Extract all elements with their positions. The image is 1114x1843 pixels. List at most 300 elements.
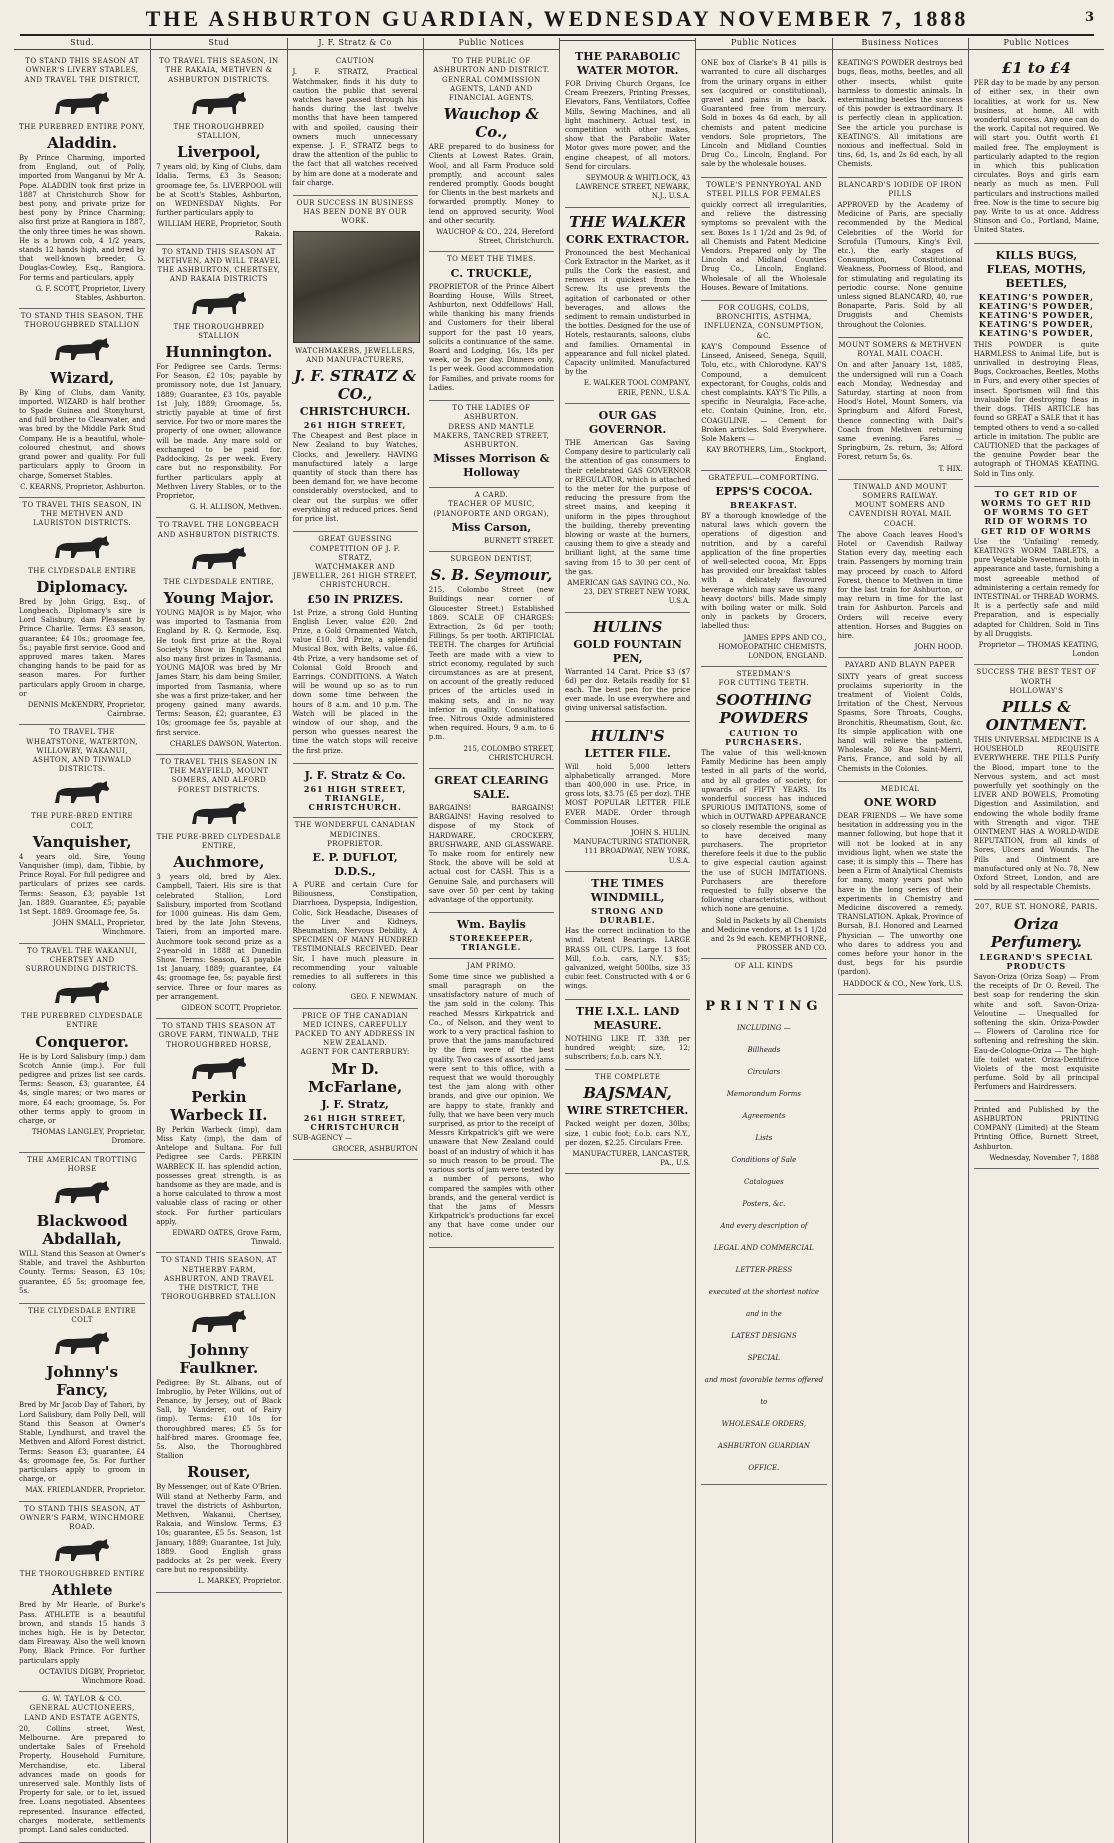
ad-heading: TO THE LADIES OF ASHBURTON. <box>452 404 531 422</box>
advertisement <box>565 208 690 404</box>
advertisement <box>293 54 418 196</box>
printing-list-item: LEGAL AND COMMERCIAL <box>713 1243 814 1252</box>
ad-subheading: THE THOROUGHBRED ENTIRE <box>19 1570 145 1579</box>
ad-display-title: THE WALKER <box>569 212 687 231</box>
advertisement <box>565 1070 690 1174</box>
ad-title: Misses Morrison & Holloway <box>433 452 550 480</box>
advertisement <box>565 45 690 208</box>
printing-list-item: Lists <box>755 1133 773 1142</box>
advertisement <box>701 54 826 177</box>
ad-subheading: THE PURE-BRED ENTIRE COLT, <box>31 812 134 830</box>
advertisement <box>19 944 145 1153</box>
ad-title: EPPS'S COCOA. <box>715 484 813 498</box>
printing-list-item: Agreements <box>742 1111 786 1120</box>
ad-heading: TO TRAVEL THIS SEASON, IN THE METHVEN AND LAURISTON DISTRICTS. <box>22 500 142 528</box>
ad-heading: BLANCARD'S IODIDE OF IRON PILLS <box>838 180 962 198</box>
printing-list-item: Conditions of Sale <box>731 1155 797 1164</box>
ad-title: WIRE STRETCHER. <box>567 1104 689 1118</box>
ad-body: NOTHING LIKE IT. 33ft per hundred weight; size, 12; subscribers; f.o.b. cars N.Y. <box>565 1034 691 1062</box>
ad-heading: THE AMERICAN TROTTING HORSE <box>26 1155 138 1173</box>
ad-heading: JAM PRIMO. <box>467 961 516 970</box>
ad-body: THIS UNIVERSAL MEDICINE IS A HOUSEHOLD REQUISITE EVERYWHERE. THE PILLS Purify the Blood, impart tone to the Nervous system, and act most powerfully yet soothingly on the LIVER AND BOWELS, Promoting Digestion and Assimilation, and endowing the whole bodily frame with Strength and vigor. THE OINTMENT HAS A WORLD-WIDE REPUTATION, from all kinds of Sores, Ulcers and Wounds. The Pills and Ointment are manufactured only at No. 78, New Oxford Street, London, and are sold by all respectable Chemists. <box>973 735 1099 892</box>
ad-heading: TO TRAVEL THE WHEATSTONE, WATERTON, WILLOWBY, WAKANUI, ASHTON, AND TINWALD DISTRICTS. <box>26 728 139 774</box>
ad-subheading: THE PURE-BRED CLYDESDALE ENTIRE, <box>156 832 282 850</box>
ad-signature: L. MARKEY, Proprietor. <box>198 1577 282 1586</box>
newspaper-title: THE ASHBURTON GUARDIAN, WEDNESDAY NOVEMBER 7, 1888 <box>145 6 969 31</box>
ad-body: Packed weight per dozen, 30lbs; size, 1 cubic foot; f.o.b. cars N.Y., per dozen, $2.25. Circulars Free. <box>565 1120 691 1147</box>
ad-body: PER day to be made by any person of either sex, in their own localities, at work for us. New business, at home. All with wonderful success. Any one can do the work. Capital not required. We will start you. Outfit worth £1 mailed free. The employment is particularly adapted to the region in which this publication circulates. Boys and girls earn nearly as much as men. Full particulars and instructions mailed free. Now is the time to secure big pay. Write to us at once. Address Stinson and Co., Portland, Maine, United States. <box>973 79 1099 235</box>
advertisement <box>429 401 554 488</box>
ad-title: J. F. Stratz & Co. <box>304 768 406 782</box>
ad-heading: TO TRAVEL THIS SEASON IN THE MAYFIELD, MOUNT SOMERS, AND ALFORD FOREST DISTRICTS. <box>160 757 278 794</box>
column-1 <box>14 38 150 1843</box>
ad-body: DEAR FRIENDS — We have some hesitation in addressing you in the manner following, but hope that it will not be looked at in any invidious light, when we state the case; it is simply this — There has been a Firm of Analytical Chemists for many, many years past who have in the long series of their experiments in Chemistry and Medicine discovered a remedy. TRANSLATION. Apkak, Province of Bursah, B.I. Honored and Learned Physician — The unworthy one who dares to address you and comes before your honor in the dust, begs for his psurdie (pardon). <box>837 812 963 977</box>
ad-name: Vanquisher, <box>32 832 132 851</box>
ad-heading: G. W. TAYLOR & CO. <box>41 1695 123 1704</box>
ad-caps-line: BREAKFAST. <box>730 499 798 510</box>
advertisement <box>156 54 281 245</box>
ad-body: The Cheapest and Best place in New Zealand to buy Watches, Clocks, and Jewellery. HAVING manufactured lately a large quantity of stock than there has been demand for, we have become considerably overstocked, and to clear out the surplus we offer everything at reduced prices. Send for price list. <box>292 432 418 524</box>
ad-body: ONE box of Clarke's B 41 pills is warranted to cure all discharges from the urinary organs in either sex (acquired or constitutional), gravel and pains in the back. Guaranteed free from mercury. Sold in boxes 4s 6d each, by all chemists and patent medicine vendors. Sole proprietors, The Lincoln and Midland Counties Drug Co., Lincoln, England. For sale by the wholesale houses. <box>701 59 827 169</box>
ad-body: Will hold 5,000 letters alphabetically arranged. More than 400,000 in use. Price, in gross lots, $3.75 (£5 per doz). THE MOST POPULAR LETTER FILE EVER MADE. Order through Commission Houses. <box>565 762 691 826</box>
ad-name: Liverpool, <box>176 143 261 162</box>
ad-signature: AMERICAN GAS SAVING CO., No. 23, DEY STREET NEW YORK, U.S.A. <box>567 578 691 606</box>
ad-subheading: THE THOROUGHBRED STALLION, <box>173 122 265 141</box>
horse-engraving-icon <box>19 532 145 564</box>
ad-subheading: MOUNT SOMERS AND CAVENDISH ROYAL MAIL COACH. <box>848 501 952 528</box>
advertisement <box>19 1502 145 1693</box>
ad-heading: GRATEFUL—COMFORTING. <box>708 473 820 482</box>
ad-signature: 215, COLOMBO STREET, CHRISTCHURCH. <box>463 744 554 762</box>
ad-body: By Perkin Warbeck (imp), dam Miss Katy (imp), the dam of Antelope and Sultana. For full Pedigree see Cards. PERKIN WARBECK II. has splendid action, possesses great strength, is as handsome as they are made, and is a horse calculated to throw a most valuable class of racing or other stock. For further particulars apply, <box>156 1125 282 1226</box>
advertisement <box>429 913 554 958</box>
advertisement <box>974 900 1099 1100</box>
ad-body: Some time since we published a small paragraph on the unsatisfactory nature of much of the jam sold in the colony. This reached Messrs Kirkpatrick and Co., of Nelson, and they went to work to a very practical fashion to prove that the jams manufactured by the firm were of the best quality. Two cases of assorted jams were sent to this office, with a request that we would thoroughly test the jam along with other brands, and give our opinion. We are happy to state, frankly and fully, that we have been very much surprised, as prior to the receipt of Messrs Kirkpatrick's gift we were unaware that New Zealand could boast of an industry of which it has so much reason to be proud. The various sorts of jam were tested by a number of persons, who compared the samples with other brands, and the general verdict is that the jams of Messrs Kirkpatrick's productions far excel any that have come under our notice. <box>428 972 554 1239</box>
ad-subheading: DRESS AND MANTLE MAKERS, TANCRED STREET, ASHBURTON. <box>433 422 550 449</box>
ad-name: Johnny's Fancy, <box>46 1363 118 1400</box>
printing-list-item: WHOLESALE ORDERS, <box>721 1419 807 1428</box>
ad-caps-line: CAUTION TO PURCHASERS. <box>725 727 803 747</box>
ad-signature: GIDEON SCOTT, Proprietor. <box>181 1004 282 1013</box>
ad-heading: FOR COUGHS, COLDS, BRONCHITIS, ASTHMA, INFLUENZA, CONSUMPTION, &C. <box>704 304 824 340</box>
horse-engraving-icon <box>19 1177 145 1209</box>
ad-heading: TO STAND THIS SEASON, AT OWNER'S FARM, WINCHMORE ROAD. <box>19 1504 145 1531</box>
advertisement <box>429 54 554 252</box>
ad-signature: KAY BROTHERS, Lim., Stockport, England. <box>706 446 827 464</box>
ad-signature: CHARLES DAWSON, Waterton. <box>169 739 282 748</box>
advertisement <box>974 665 1099 900</box>
ad-signature: E. WALKER TOOL COMPANY, ERIE, PENN., U.S.A. <box>583 379 691 397</box>
ad-name: Perkin Warbeck II. <box>170 1087 268 1124</box>
ad-name: Young Major. <box>163 588 275 607</box>
advertisement <box>19 1692 145 1843</box>
ad-heading: SUCCESS THE BEST TEST OF WORTH <box>976 668 1097 686</box>
printing-list-item: and most favorable terms offered to <box>704 1375 824 1406</box>
ad-heading: MOUNT SOMERS & METHVEN ROYAL MAIL COACH. <box>838 340 962 359</box>
advertisement <box>838 338 963 480</box>
advertisement <box>429 552 554 769</box>
ad-subheading: TEACHER OF MUSIC, (PIANOFORTE AND ORGAN), <box>433 500 550 518</box>
horse-engraving-icon <box>156 1053 281 1085</box>
ad-body: SUB-AGENCY — <box>292 1134 352 1143</box>
ad-body: quickly correct all irregularities, and relieve the distressing symptoms so prevalent with the sex. Boxes 1s 1 1/2d and 2s 9d, of all Chemists and Patent Medicine Vendors. Prepared only by The Lincoln and Midland Counties Drug Co., Lincoln, England. Wholesale of all the Wholesale Houses. Beware of Imitations. <box>701 201 827 292</box>
ad-display-title: £1 to £4 <box>1001 59 1071 78</box>
ad-body: ARE prepared to do business for Clients at Lowest Rates. Grain, Wool, and all Farm Produce sold promptly, and account sales rendered promptly. Goods bought for Clients in the best markets and forwarded promptly. Money to lend on approved security. Wool and other security. <box>428 143 554 225</box>
ad-body: KEATING'S POWDER destroys bed bugs, fleas, moths, beetles, and all other insects, whilst quite harmless to domestic animals. In exterminating beetles the success of this powder is extraordinary. It is perfectly clean in application. See the article you purchase is KEATING'S. All imitations are noxious and ineffectual. Sold in tins, 6d, 1s, and 2s 6d each, by all Chemists. <box>837 59 963 169</box>
ad-title: THE TIMES WINDMILL, <box>590 876 665 904</box>
ad-display-title: PILLS & OINTMENT. <box>985 697 1087 734</box>
ad-body: BARGAINS! BARGAINS! BARGAINS! Having resolved to dispose of my Stock of HARDWARE, CROCKERY, BRUSHWARE, AND GLASSWARE. To make room for entirely new Stock, the above will be sold at actual cost for CASH. This is a Genuine Sale, and purchasers will save over 50 per cent by taking advantage of the opportunity. <box>428 803 554 905</box>
column-heading <box>560 38 695 41</box>
printing-list-item: LATEST DESIGNS <box>731 1331 797 1340</box>
ad-display-title: SOOTHING POWDERS <box>715 690 812 727</box>
ad-subheading: AGENT FOR CANTERBURY: <box>300 1048 410 1057</box>
ad-caps-line: 261 HIGH STREET, TRIANGLE, CHRISTCHURCH. <box>303 783 407 813</box>
ad-body: BY a thorough knowledge of the natural laws which govern the operations of digestion and nutrition, and by a careful application of the fine properties of well-selected cocoa, Mr. Epps has provided our breakfast tables with a delicately flavoured beverage which may save us many heavy doctors' bills. Made simply with boiling water or milk. Sold only in packets by Grocers, labelled thus: <box>701 511 827 631</box>
ad-caps-line: 261 HIGH STREET, CHRISTCHURCH <box>303 1112 407 1132</box>
horse-engraving-icon <box>156 288 281 320</box>
ad-title: OUR GAS GOVERNOR. <box>588 408 667 436</box>
advertisement <box>19 498 145 725</box>
ad-body: The above Coach leaves Hood's Hotel or Cavendish Railway Station every day, meeting each train. Passengers by morning train may proceed by coach to Alford Forest, thence to Methven in time for the last train for Ashburton, or may return in time for the last train for Ashburton. Parcels and Orders will receive every attention. Horses and Buggies on hire. <box>837 530 963 640</box>
advertisement <box>974 1101 1099 1169</box>
ad-signature: THOMAS LANGLEY, Proprietor, Dromore. <box>31 1128 146 1146</box>
ad-name-secondary: Rouser, <box>187 1463 251 1482</box>
column-6 <box>695 38 831 1843</box>
printing-list-item: Circulars <box>747 1067 781 1076</box>
printing-list-item: Billheads <box>747 1045 781 1054</box>
column-7 <box>832 38 968 1843</box>
advertisement <box>156 755 281 1019</box>
printing-list-item: ASHBURTON GUARDIAN <box>717 1441 810 1450</box>
ad-title: E. P. DUFLOT, D.D.S., <box>312 850 398 878</box>
horse-engraving-icon <box>19 777 145 809</box>
ad-body: Bred by Mr Hearle, of Burke's Pass. ATHLETE is a beautiful brown, and stands 15 hands 3 inches high. He is by Detector, dam Fireaway. Also the well known Pony, Black Prince. For further particulars apply <box>19 1601 146 1665</box>
advertisement <box>293 532 418 763</box>
ad-body: For Pedigree see Cards. Terms: For Season, £2 10s; payable by promissory note, due 1st January, 1889; Guarantee, £3 10s, payable 1st July, 1889; Groomage, 5s, strictly payable at time of first service. For two or more mares the property of one owner, allowance will be made. Any mare sold or exchanged to be paid for. Paddocking, 2s per week. Every care but no responsibility. For further particulars apply at Methven Livery Stables, or to the Proprietor, <box>156 363 282 500</box>
printing-list-item: Memorandum Forms <box>726 1089 802 1098</box>
ad-body: Bred by John Grigg, Esq., of Longbeach. Diplomacy's sire is Lord Salisbury, dam Pleasant by Prince Charlie. Terms: £3 season, guarantee; £4 10s.; groomage fee, 5s.; payable first service. Good and approved mares taken. Mares changing hands to be paid for as season mares. For further particulars apply Groom in charge, or <box>19 597 146 698</box>
ad-body: 3 years old, bred by Alex. Campbell, Taieri. His sire is that celebrated Stallion, Lord Salisbury, imported from Scotland for 1000 guineas. His dam Gem, bred by the late John Stevens, Taieri, from an imported mare. Auchmore took second prize as a 2-year-old in 1888 at Dunedin Show. Terms: Season, £3 payable 1st January, 1889; guarantee, £4 4s; groomage fee, 5s; payable first service. Three or four mares as per arrangement. <box>156 873 282 1001</box>
ad-subheading: WATCHMAKER AND JEWELLER, 261 HIGH STREET, CHRISTCHURCH. <box>293 562 418 590</box>
ad-display-title: Wauchop & Co., <box>443 105 540 142</box>
ad-body: Has the correct inclination to the wind. Patent Bearings. LARGE BRASS OIL CUPS. Large 13 foot Mill, f.o.b. cars, N.Y. $35; galvanized, weight 500lbs, size 33 cubic feet. Constructed with 4 or 6 wings. <box>565 927 691 991</box>
ad-name: Aladdin. <box>47 134 118 153</box>
ad-name: Athlete <box>51 1581 113 1600</box>
ad-title: KILLS BUGS, FLEAS, MOTHS, BEETLES, <box>986 248 1087 290</box>
ad-title: Miss Carson, <box>451 520 532 534</box>
ad-name: Wizard, <box>50 368 115 387</box>
ad-title: GREAT CLEARING SALE. <box>434 773 549 801</box>
advertisement <box>156 1019 281 1253</box>
ad-heading: OUR SUCCESS IN BUSINESS HAS BEEN DONE BY OUR WORK. <box>296 199 414 226</box>
newspaper-columns <box>14 38 1104 1834</box>
ad-body: He is by Lord Salisbury (imp.) dam Scotch Annie (imp.). For full pedigree and prizes list see cards. Terms: Season, £3; guarantee, £4 4s, single mares; or two mares or more, £4 each; groomage, 5s. For other terms apply to groom in charge, or <box>19 1052 146 1126</box>
advertisement <box>838 658 963 781</box>
ad-caps-line: 261 HIGH STREET, <box>303 420 407 431</box>
column-heading: Stud <box>151 38 286 50</box>
ad-caps-line: LEGRAND'S SPECIAL PRODUCTS <box>979 951 1094 971</box>
ad-signature: DENNIS McKENDRY, Proprietor, Cairnbrae. <box>27 700 146 719</box>
ad-title: GOLD FOUNTAIN PEN, <box>573 637 682 665</box>
ad-signature: OCTAVIUS DIGBY, Proprietor, Winchmore Road. <box>38 1667 146 1685</box>
ad-heading: STEEDMAN'S <box>736 670 792 679</box>
ad-signature: WAUCHOP & CO., 224, Hereford Street, Christchurch. <box>436 228 554 246</box>
masthead <box>20 6 1094 36</box>
ad-body: SIXTY years of great success proclaims superiority in the treatment of Violent Colds, Irritation of the Chest, Nervous Spasms, Sore Throats, Coughs, Bronchitis, Rheumatism, Gout, &c. Its simple application with one hand will relieve the patient. Wholesale, 30 Rue Saint-Merri, Paris, France, and sold by all Chemists in the Colonies. <box>837 672 963 773</box>
ad-subheading: PROPRIETOR. <box>327 839 384 848</box>
ad-signature: EDWARD OATES, Grove Farm, Tinwald. <box>172 1229 282 1247</box>
advertisement <box>19 54 145 309</box>
printing-list-item: Posters, &c. <box>742 1199 786 1208</box>
ad-name: Conqueror. <box>35 1032 129 1051</box>
ad-signature: GROCER, ASHBURTON <box>332 1145 418 1154</box>
ad-body-secondary: By Messenger, out of Kate O'Brien. Will stand at Netherby Farm, and travel the districts of Ashburton, Methven, Wakanui, Chertsey, Rakaia, and Winslow. Terms, £3 10s; guarantee, £5 5s. Season, 1st January, 1889; Guarantee, 1st July, 1889. Good English grass paddocks at 2s per week. Every care but no responsibility. <box>156 1483 282 1575</box>
ad-name: Diplomacy. <box>36 577 129 596</box>
ad-title: CORK EXTRACTOR. <box>566 232 690 246</box>
advertisement <box>19 725 145 943</box>
ad-heading: THE WONDERFUL CANADIAN MEDICINES. <box>294 821 416 839</box>
horse-engraving-icon <box>19 88 145 120</box>
advertisement <box>429 252 554 401</box>
ad-heading: TO TRAVEL THIS SEASON, IN THE RAKAIA, METHVEN & ASHBURTON DISTRICTS. <box>159 57 279 84</box>
ad-signature: JAMES EPPS AND CO., HOMOEOPATHIC CHEMISTS, LONDON, ENGLAND. <box>718 633 827 660</box>
advertisement <box>701 959 826 1484</box>
ad-body: Use the 'Unfailing' remedy, KEATING'S WORM TABLETS, a pure Vegetable Sweetmeat, both in appearance and taste, furnishing a most agreeable method of administering a certain remedy for INTESTINAL or THREAD WORMS. It is a perfectly safe and mild Preparation, and is especially adapted for Children. Sold in Tins by all Druggists. <box>973 537 1099 638</box>
column-2 <box>150 38 286 1843</box>
page-number: 3 <box>1084 10 1094 25</box>
ad-signature: T. HIX. <box>938 464 963 473</box>
ad-name: Mr D. McFarlane, <box>307 1059 403 1096</box>
horse-engraving-icon <box>156 88 281 120</box>
printing-list-item: Catalogues <box>744 1177 784 1186</box>
advertisement <box>974 487 1099 666</box>
ad-title: ONE WORD <box>863 796 937 810</box>
ad-body: By Prince Charming, imported from England, out of Polly, imported from Wanganui by Mr A. Pope. ALADDIN took first prize in 1887 at Christchurch Show for best pony, and private prize for best pony by Prince Charming; also first prize at Rangiora in 1887, the only three times he was shown. He is a brown cob, 4 1/2 years, stands 12 hands high, and bred by that well-known breeder, G. Douglas-Cowley, Esq., Rangiora. For terms and particulars, apply <box>19 154 146 282</box>
ad-heading: PAYARD AND BLAYN PAPER <box>844 661 956 670</box>
printing-list-item: And every description of <box>720 1221 808 1230</box>
advertisement <box>974 54 1099 243</box>
ad-title: £50 IN PRIZES. <box>307 592 404 606</box>
column-heading: Public Notices <box>424 38 559 50</box>
column-8 <box>968 38 1104 1843</box>
advertisement <box>293 764 418 819</box>
ad-signature: JOHN HOOD. <box>914 643 963 652</box>
ad-title: THE PARABOLIC WATER MOTOR. <box>575 50 681 77</box>
printing-list-item: OFFICE. <box>748 1463 780 1472</box>
ad-heading: TO STAND THIS SEASON AT METHVEN, AND WILL TRAVEL THE ASHBURTON, CHERTSEY, AND RAKAIA DISTRICTS <box>157 247 281 284</box>
advertisement <box>156 518 281 755</box>
advertisement <box>838 782 963 995</box>
advertisement <box>838 54 963 177</box>
horse-engraving-icon <box>19 1535 145 1567</box>
ad-subheading: GENERAL AUCTIONEERS, LAND AND ESTATE AGENTS, <box>24 1704 141 1722</box>
horse-engraving-icon <box>156 543 281 575</box>
advertisement <box>701 301 826 470</box>
ad-subheading: 207, RUE ST. HONORÉ, PARIS. <box>975 903 1098 912</box>
ad-heading: TO THE PUBLIC OF ASHBURTON AND DISTRICT. <box>433 57 550 75</box>
ad-heading: GREAT GUESSING COMPETITION OF J. F. STRATZ, <box>309 535 401 562</box>
ad-heading: TINWALD AND MOUNT SOMERS RAILWAY. <box>853 482 947 500</box>
ad-signature: JOHN S. HULIN, MANUFACTURING STATIONER, 111 BROADWAY, NEW YORK, U.S.A. <box>573 828 691 865</box>
column-heading: Public Notices <box>969 38 1104 50</box>
ad-body: Warranted 14 Carat. Price $3 ($7 6d) per doz. Retails readily for $1 each. The best pen for the price ever made. In use everywhere and giving universal satisfaction. <box>565 667 691 713</box>
column-heading: Public Notices <box>696 38 831 50</box>
advertisement <box>565 404 690 613</box>
ad-heading: TO STAND THIS SEASON, AT NETHERBY FARM, ASHBURTON, AND TRAVEL THE DISTRICT, THE THOROUGHBRED STALLION <box>160 1256 277 1302</box>
ad-subheading: THE CLYDESDALE ENTIRE, <box>163 577 275 586</box>
advertisement <box>701 178 826 301</box>
ad-display-title: J. F. STRATZ & CO., <box>294 367 417 404</box>
horse-engraving-icon <box>156 798 281 830</box>
ad-name: Blackwood Abdallah, <box>36 1212 128 1249</box>
ad-subheading: OF ALL KINDS <box>734 962 794 971</box>
ad-signature: Wednesday, November 7, 1888 <box>989 1153 1099 1162</box>
ad-subheading: THE PUREBRED ENTIRE PONY, <box>19 122 146 131</box>
advertisement <box>293 818 418 1008</box>
horse-engraving-icon <box>19 1328 145 1360</box>
ad-body: KAY'S Compound Essence of Linseed, Aniseed, Senega, Squill, Tolu, etc., with Chlorodyne. KAY'S Compound, a demulcent expectorant, for Coughs, colds and chest complaints. KAY'S Tic Pills, a specific in Neuralgia, Face-ache, etc. Contain Quinine, Iron, etc. COAGULINE. — Cement for Broken articles. Sold Everywhere. Sole Makers — <box>701 342 827 443</box>
ad-name: Hunnington. <box>165 343 273 362</box>
ad-heading: THE COMPLETE <box>594 1073 661 1082</box>
ad-signature: BURNETT STREET. <box>483 536 554 545</box>
ad-display-title: HULINS <box>592 617 663 636</box>
printing-list-item: SPECIAL <box>747 1353 781 1362</box>
advertisement <box>19 1153 145 1304</box>
ad-subheading: THE THOROUGHBRED STALLION <box>173 322 265 340</box>
advertisement <box>565 872 690 1000</box>
column-3 <box>287 38 423 1843</box>
ad-body: 4 years old. Sire, Young Vanquisher (imp), dam, Tibbie, by Prince Royal. For full pedigree and particulars of prizes see cards. Terms: Season, £3; payable 1st Jan. 1889. Guarantee, £5; payable 1st Sept. 1889. Groomage fee, 5s. <box>19 852 146 916</box>
ad-body: PROPRIETOR of the Prince Albert Boarding House, Wills Street, Ashburton, next Oddfellows' Hall, while thanking his many friends and Customers for their liberal support for the past 10 years, solicits a continuance of the same. Board and Lodging, 16s, 18s per week, or 3s per day. Dinners only, 1s per week. Good accommodation for Families, and private rooms for Ladies. <box>428 282 554 392</box>
ad-signature: JOHN SMALL, Proprietor, Winchmore. <box>53 919 146 937</box>
advertisement <box>565 1000 690 1071</box>
ad-heading: THE CLYDESDALE ENTIRE COLT <box>28 1307 137 1325</box>
ad-subheading: HOLLOWAY'S <box>1009 686 1064 695</box>
ad-body: YOUNG MAJOR is by Major, who was imported to Tasmania from England by R. Q. Kermode, Esq. He took first prize at the Royal Society's Show in England, and also many first prizes in Tasmania. YOUNG MAJOR was bred by Mr James Starr, his dam being Smiler, imported from Tasmania, where she was a first prize-taker, and her progeny gained many awards. Terms: Season, £2; guarantee, £3 10s; groomage fee 5s, payable at first service. <box>156 608 282 737</box>
advertisement <box>565 613 690 722</box>
horse-engraving-icon <box>19 334 145 366</box>
ad-body: THE American Gas Saving Company desire to particularly call the attention of gas consumers to their celebrated GAS GOVERNOR or REGULATOR, which is attached to the meter for the purpose of reducing the pressure from the street mains, and keeping it uniform in the pipes throughout the building, thereby preventing blowing or waste at the burners, causing them to give a steady and brilliant light, at the same time saving from 15 to 30 per cent of the gas. <box>565 438 691 576</box>
ad-heading: CAUTION <box>335 57 375 66</box>
ad-heading: TOWLE'S PENNYROYAL AND STEEL PILLS FOR FEMALES <box>706 180 822 198</box>
ad-caps-line: STRONG AND DURABLE. <box>591 905 664 925</box>
ad-heading: TO MEET THE TIMES. <box>447 255 536 264</box>
ad-signature: MANUFACTURER, LANCASTER, PA., U.S. <box>572 1150 691 1168</box>
advertisement <box>429 769 554 913</box>
ad-signature: G. F. SCOTT, Proprietor, Livery Stables, Ashburton. <box>35 284 146 303</box>
advertisement <box>701 667 826 959</box>
ad-name: Johnny Faulkner. <box>179 1340 259 1377</box>
ad-caps-line: TO GET RID OF WORMS TO GET RID OF WORMS TO GET RID OF WORMS TO GET RID OF WORMS <box>981 488 1092 536</box>
ad-body: Pedigree: By St. Albans, out of Imbroglio, by Peter Wilkins, out of Penance, by Jersey, out of Black Sall, by Vanderer, out of Fairy (imp). Terms: £10 10s for thoroughbred mares; £5 5s for half-bred mares. Groomage fee, 5s. Also, the Thoroughbred Stallion <box>156 1378 282 1461</box>
ad-display-title: BAJSMAN, <box>583 1084 672 1103</box>
column-heading: Stud. <box>14 38 150 50</box>
ad-signature: HADDOCK & CO., New York, U.S. <box>842 979 963 988</box>
ad-subheading: THE CLYDESDALE ENTIRE <box>28 566 137 575</box>
ad-caps-line: STOREKEEPER, TRIANGLE. <box>449 933 534 953</box>
column-5 <box>559 38 695 1843</box>
ad-title: Wm. Baylis <box>456 918 526 932</box>
column-heading: J. F. Stratz & Co <box>288 38 423 50</box>
ad-signature: SEYMOUR & WHITLOCK, 43 LAWRENCE STREET, NEWARK, N.J., U.S.A. <box>575 174 691 201</box>
ad-body: Savon-Oriza (Oriza Soap) — From the receipts of Dr O. Reveil. The best soap for rendering the skin white and soft. Savon-Oriza-Veloutine — Unequalled for softening the skin. Oriza-Powder — Flowers of Carolina rice for softening and refreshing the skin. Eau-de-Cologne-Oriza — The high-life toilet water. Oriza-Dentifrice Violets of the most exquisite perfume. Sold by all principal Perfumers and Hairdressers. <box>973 973 1099 1092</box>
advertisement <box>293 1009 418 1161</box>
printing-list-item: executed at the shortest notice and in the <box>708 1287 820 1318</box>
ad-body: WILL Stand this Season at Owner's Stable, and travel the Ashburton County. Terms: Season, £3 10s; guarantee, £5 5s; groomage fee, 5s. <box>19 1250 146 1295</box>
ad-subheading: WATCHMAKERS, JEWELLERS, AND MANUFACTURERS, <box>294 346 416 364</box>
ad-body: Bred by Mr Jacob Day of Tahori, by Lord Salisbury, dam Polly Dell, will Stand this Season at Owner's Stable, Lyndhurst, and travel the Methven and Alford Forest district. Terms: Season £3; guarantee, £4 4s; groomage fee, 5s. For further particulars apply to groom in charge, or <box>19 1401 146 1484</box>
ad-heading: TO TRAVEL THE LONGBEACH AND ASHBURTON DISTRICTS. <box>157 521 280 539</box>
advertisement <box>429 959 554 1248</box>
ad-body: On and after January 1st, 1885, the undersigned will run a Coach each Monday, Wednesday and Saturday, starting at noon from Hood's Hotel, Mount Somers, via Springburn and Alford Forest, thence connecting with Dalf's Coach from Methven returning same evening. Fares — Springburn, 2s. return, 3s; Alford Forest, return 5s, 6s. <box>837 361 963 462</box>
advertisement <box>19 1304 145 1501</box>
ad-heading: PRICE OF THE CANADIAN MED ICINES, CAREFULLY PACKED TO ANY ADDRESS IN NEW ZEALAND. <box>295 1011 416 1048</box>
advertisement <box>701 471 826 668</box>
ad-subheading: FOR CUTTING TEETH. <box>718 679 810 688</box>
ad-body: The value of this well-known Family Medicine has been amply tested in all parts of the world, and by all grades of society, for upwards of FIFTY YEARS. Its wonderful success has induced SPURIOUS IMITATIONS, some of which in OUTWARD APPEARANCE so closely resemble the original as to have deceived many purchasers. The proprietor therefore feels it due to the public to give especial caution against the use of SUCH IMITATIONS. Purchasers are therefore requested to fully observe the following characteristics, without which none are genuine. <box>701 749 827 914</box>
ad-title: C. TRUCKLE, <box>450 266 533 280</box>
ad-body: By King of Clubs, dam Vanity, imported. WIZARD is half brother to Spade Guinea and Stonyhurst, and full brother to Clearwater, and was bred by the Middle Park Stud Company. He is a beautiful, whole-coloured chestnut, and shows grand power and quality. For full particulars apply to Groom in charge, Somerset Stables. <box>19 388 146 480</box>
ad-display-title: S. B. Seymour, <box>430 566 553 585</box>
ad-signature: Proprietor — THOMAS KEATING, London <box>978 640 1099 659</box>
ad-heading: TO STAND THIS SEASON AT OWNER'S LIVERY STABLES, AND TRAVEL THE DISTRICT, <box>24 57 140 84</box>
advertisement <box>156 1253 281 1592</box>
advertisement <box>156 245 281 518</box>
ad-body: Pronounced the best Mechanical Cork Extractor in the Market, as it pulls the Cork the easiest, and removes it quickest from the Screw. Its use prevents the agitation of carbonated or other beverages, and allows the sediment to remain undisturbed in the bottles. Designed for the use of Hotels, restaurants, saloons, clubs and families. Ornamental in appearance and full nickel plated. Capacity unlimited. Manufactured by the <box>565 248 691 377</box>
ad-title: LETTER FILE. <box>584 746 671 760</box>
advertisement <box>19 309 145 498</box>
ad-body: 1st Prize, a strong Gold Hunting English Lever, value £20. 2nd Prize, a Gold Ornamented Watch, value £10. 3rd Prize, a splendid Musical Box, with Belts, value £6. 4th Prize, a very handsome set of Colonial Gold Brooch and Earrings. CONDITIONS. A Watch will be wound up so as to run down some time between the hours of 8 a.m. and 10 p.m. The Watch will be placed in the window of our shop, and the person who guesses nearest the time the watch stops will receive the first prize. <box>292 608 418 755</box>
ad-signature: MAX. FRIEDLANDER, Proprietor. <box>25 1486 146 1495</box>
printing-list-item: LETTER-PRESS <box>735 1265 793 1274</box>
ad-body: 7 years old, by King of Clubs, dam Idalia. Terms, £3 3s Season; groomage fee, 5s. LIVERPOOL will be at Scott's Stables, Ashburton, on WEDNESDAY Nights. For further particulars apply to <box>156 163 282 218</box>
advertisement <box>293 196 418 532</box>
ad-body: APPROVED by the Academy of Medicine of Paris, are specially recommended by the Medical Celebrities of the World for Scrofula (Tumours, King's Evil, etc.), the early stages of Consumption, Constitutional Weakness, Poorness of Blood, and for stimulating and regulating its periodic course. None genuine unless signed BLANCARD, 40, rue Bonaparte, Paris. Sold by all Druggists and Chemists throughout the Colonies. <box>837 201 963 329</box>
ad-title: THE I.X.L. LAND MEASURE. <box>575 1004 680 1032</box>
horse-engraving-icon <box>156 1306 281 1338</box>
horse-engraving-icon <box>19 977 145 1009</box>
ad-body: THIS POWDER is quite HARMLESS to Animal Life, but is unrivalled in destroying Fleas, Bugs, Cockroaches, Beetles, Moths in Furs, and every other species of insect. Sportsmen will find this invaluable for destroying fleas in their dogs. THIS ARTICLE has found so GREAT a SALE that it has tempted others to vend a so-called article in imitation. The public are CAUTIONED that the packages of the genuine Powder bear the autograph of THOMAS KEATING. Sold in Tins only. <box>973 340 1099 478</box>
ad-signature: WILLIAM HERE, Proprietor, South Rakaia. <box>157 220 282 238</box>
printing-title: PRINTING <box>705 998 823 1014</box>
advertisement <box>429 488 554 552</box>
ad-signature: Sold in Packets by all Chemists and Medicine vendors, at 1s 1 1/2d and 2s 9d each. KEMPTHORNE, PROSSER AND CO. <box>701 916 827 953</box>
ad-subheading: SURGEON DENTIST, <box>450 554 533 563</box>
advertisement <box>838 178 963 338</box>
advertisement <box>838 480 963 659</box>
advertisement <box>565 722 690 872</box>
ad-display-title: HULIN'S <box>590 726 665 745</box>
ad-body: 215, Colombo Street (new Buildings near corner of Gloucester Street.) Established 1869. SCALE OF CHARGES: Extraction, 2s 6d per tooth; Fillings, 5s per tooth. ARTIFICIAL TEETH. The charges for Artificial Teeth are made with a view to strict economy, regulated by such circumstances as are at present, on account of the greatly reduced prices of the articles used in making sets, and in no way inferior in quality. Consultations free. Nitrous Oxide administered when required. Hours, 9 a.m. to 6 p.m. <box>428 586 554 742</box>
ad-display-title: Oriza Perfumery. <box>990 914 1082 951</box>
ad-heading: MEDICAL <box>880 784 920 793</box>
shop-engraving-image <box>293 231 420 343</box>
ad-heading: TO STAND THIS SEASON AT GROVE FARM, TINWALD, THE THOROUGHBRED HORSE, <box>158 1022 280 1049</box>
ad-body: A PURE and certain Cure for Biliousness, Constipation, Diarrhoea, Dyspepsia, Indigestion, Colic, Sick Headache, Diseases of the Liver and Kidneys, Rheumatism, Nervous Debility. A SPECIMEN OF MANY HUNDRED TESTIMONIALS RECEIVED. Dear Sir, I have much pleasure in recommending your valuable remedies to all sufferers in this colony. <box>292 880 418 991</box>
ad-subheading: THE PUREBRED CLYDESDALE ENTIRE <box>21 1012 143 1030</box>
ad-signature: G. H. ALLISON, Methven. <box>189 503 282 512</box>
ad-signature: C. KEARNS, Proprietor, Ashburton. <box>20 482 146 491</box>
ad-heading: A CARD. <box>474 491 509 500</box>
ad-title: CHRISTCHURCH. <box>299 405 411 419</box>
ad-body: Printed and Published by the ASHBURTON PRINTING COMPANY (Limited) at the Steam Printing Office, Burnett Street, Ashburton. <box>973 1105 1099 1151</box>
ad-heading: TO STAND THIS SEASON, THE THOROUGHBRED STALLION <box>20 312 144 330</box>
ad-signature: GEO. F. NEWMAN. <box>350 993 418 1002</box>
ad-caps-line: KEATING'S POWDER, KEATING'S POWDER, KEATING'S POWDER, KEATING'S POWDER, KEATING'S POWDER, <box>978 291 1094 339</box>
ad-body: J. F. STRATZ, Practical Watchmaker, finds it his duty to caution the public that several watches have passed through his hands during the last twelve months that have been tampered with and spoiled, causing their owners much unnecessary expense. J. F. STRATZ begs to draw the attention of the public to the fact that all watches received by him are done at a moderate and fair charge. <box>292 68 418 187</box>
ad-heading: TO TRAVEL THE WAKANUI, CHERTSEY AND SURROUNDING DISTRICTS. <box>25 946 139 974</box>
